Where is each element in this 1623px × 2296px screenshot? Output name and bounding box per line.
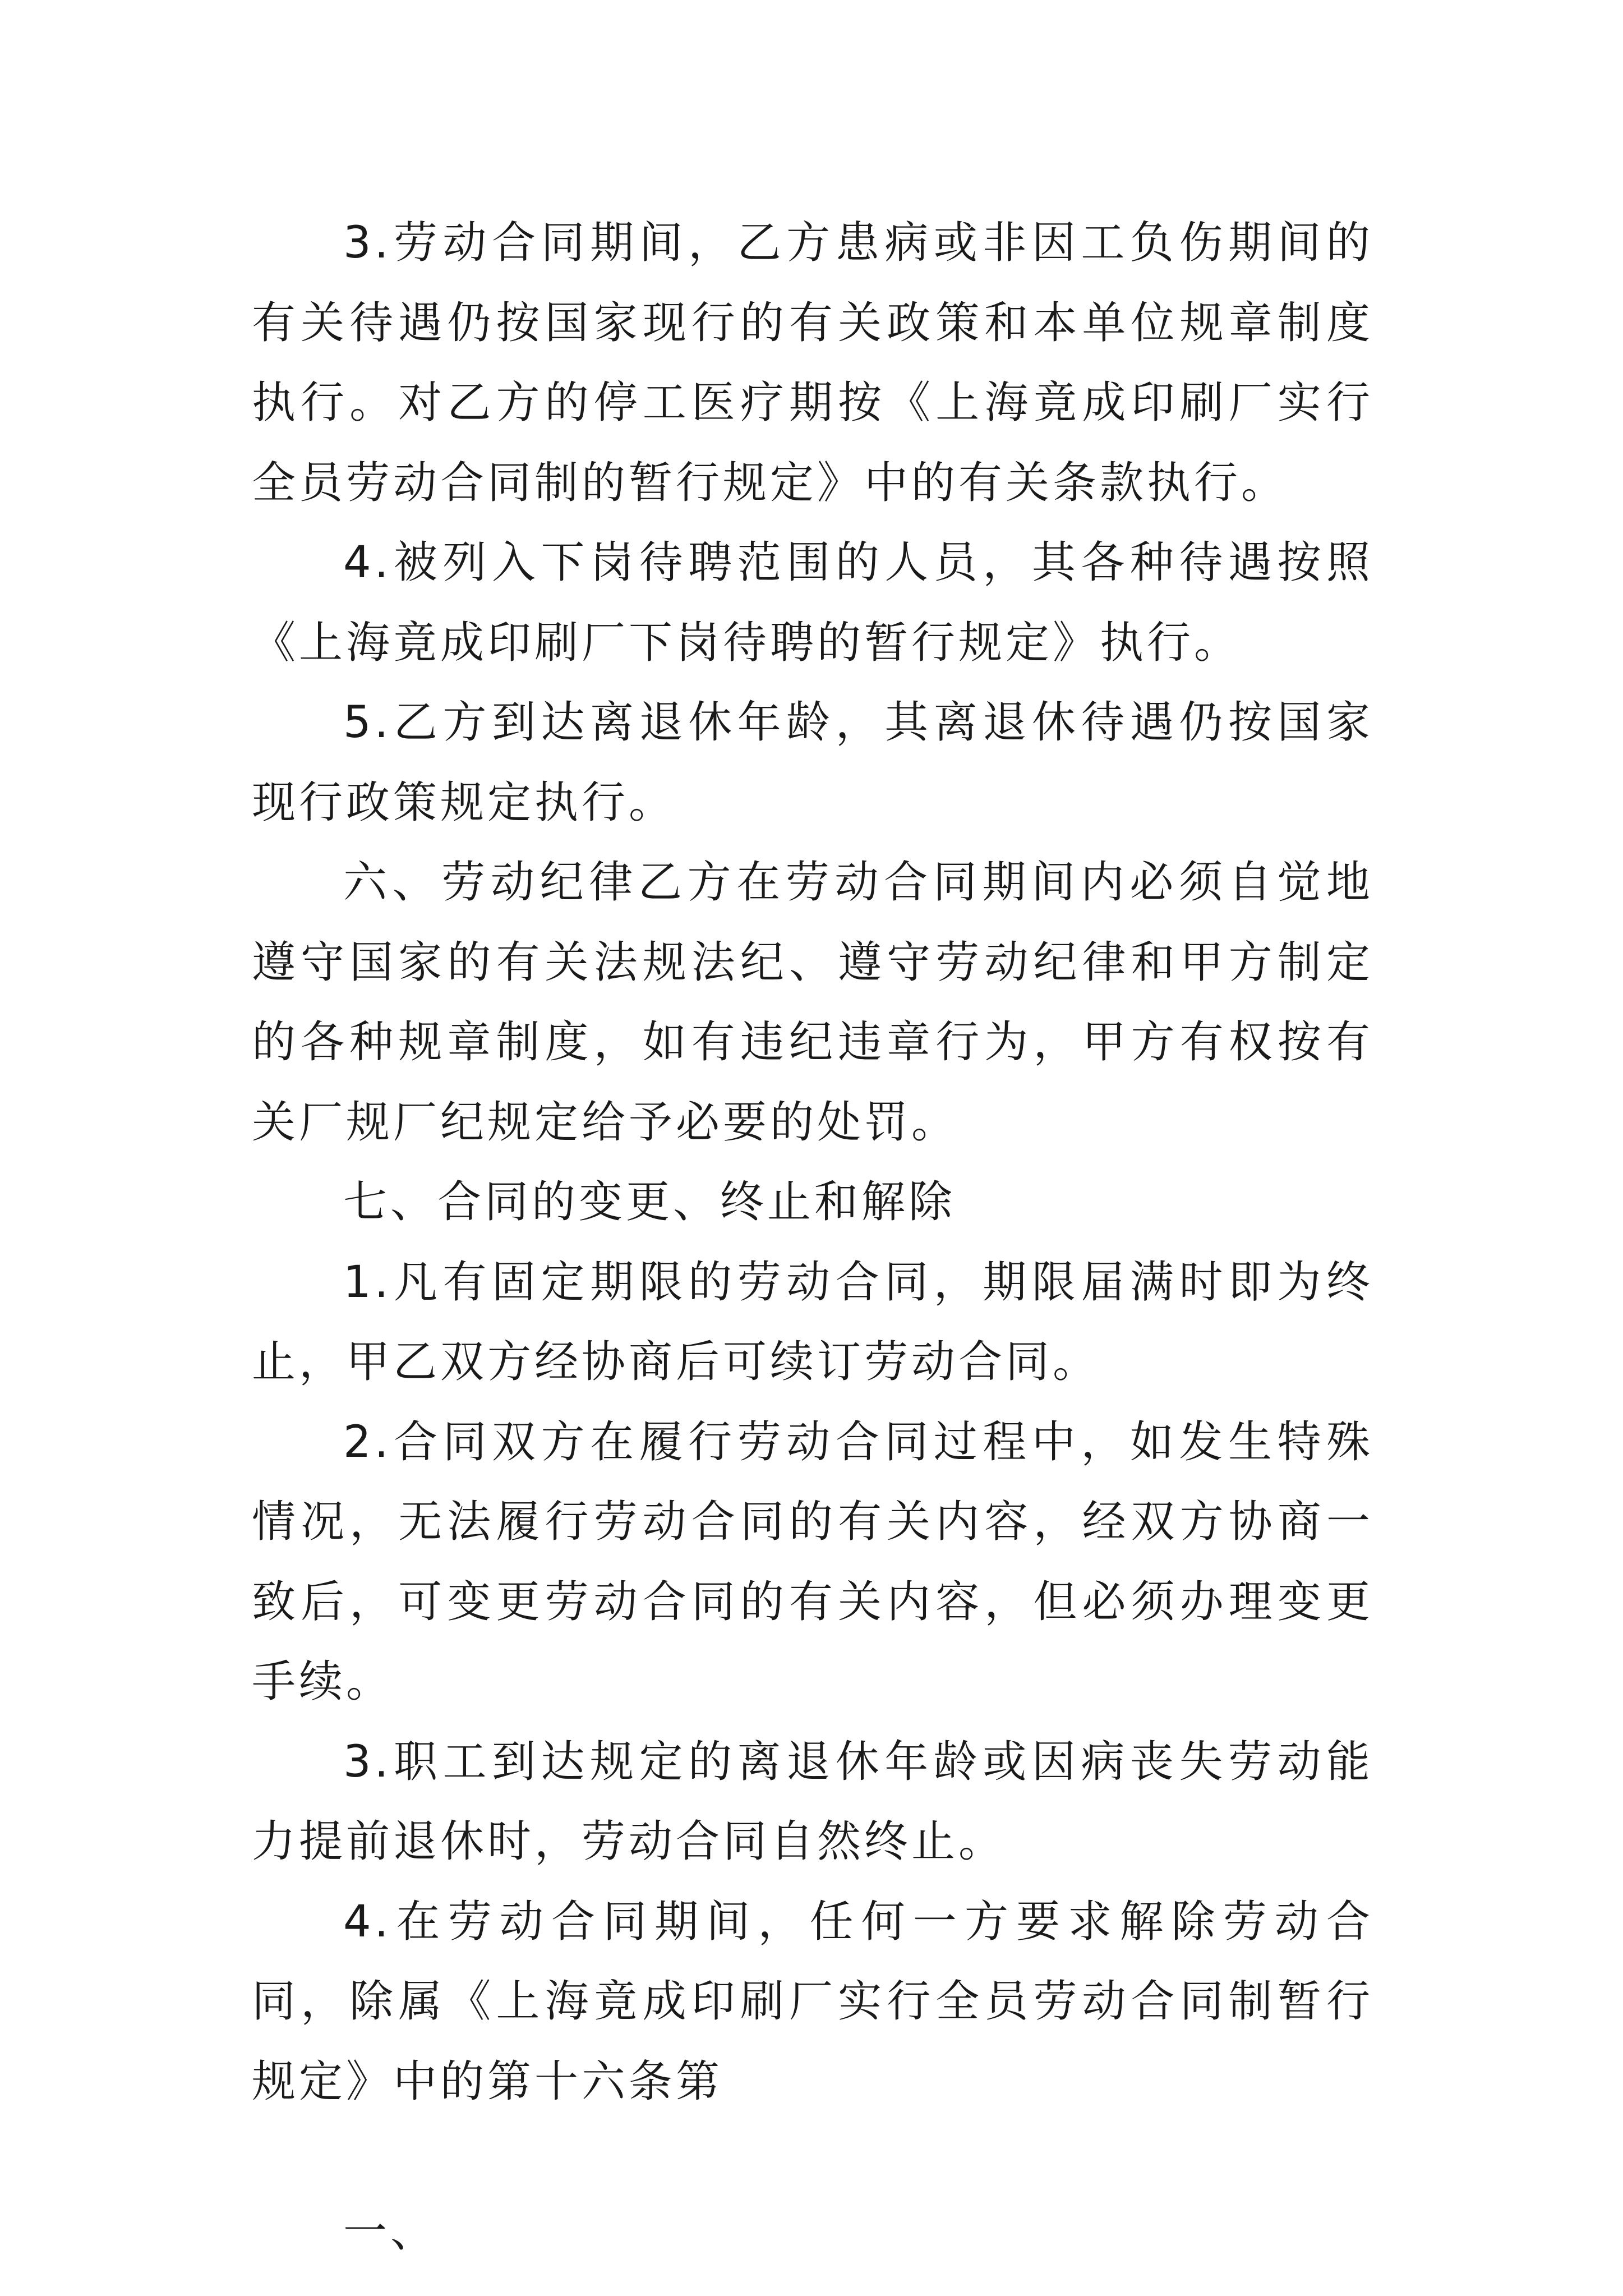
paragraph-retirement-benefits: 5.乙方到达离退休年龄，其离退休待遇仍按国家现行政策规定执行。 — [252, 697, 1373, 828]
paragraph-laid-off-benefits: 4.被列入下岗待聘范围的人员，其各种待遇按照《上海竟成印刷厂下岗待聘的暂行规定》执行。 — [252, 537, 1373, 668]
paragraph-retirement-termination: 3.职工到达规定的离退休年龄或因病丧失劳动能力提前退休时，劳动合同自然终止。 — [252, 1736, 1373, 1867]
paragraph-contract-rescission: 4.在劳动合同期间，任何一方要求解除劳动合同，除属《上海竟成印刷厂实行全员劳动合同制暂行规定》中的第十六条第 — [252, 1896, 1373, 2107]
paragraph-contract-modification: 2.合同双方在履行劳动合同过程中，如发生特殊情况，无法履行劳动合同的有关内容，经双方协商一致后，可变更劳动合同的有关内容，但必须办理变更手续。 — [252, 1416, 1373, 1707]
section-heading-contract-changes: 七、合同的变更、终止和解除 — [343, 1177, 956, 1227]
paragraph-item-one: 一、 — [343, 2206, 438, 2257]
paragraph-fixed-term-expiry: 1.凡有固定期限的劳动合同，期限届满时即为终止，甲乙双方经协商后可续订劳动合同。 — [252, 1257, 1373, 1387]
paragraph-sick-leave-benefits: 3.劳动合同期间，乙方患病或非因工负伤期间的有关待遇仍按国家现行的有关政策和本单位规章制度执行。对乙方的停工医疗期按《上海竟成印刷厂实行全员劳动合同制的暂行规定》中的有关条款执行。 — [252, 218, 1373, 508]
document-body — [252, 203, 1373, 2272]
paragraph-labor-discipline: 六、劳动纪律乙方在劳动合同期间内必须自觉地遵守国家的有关法规法纪、遵守劳动纪律和甲方制定的各种规章制度，如有违纪违章行为，甲方有权按有关厂规厂纪规定给予必要的处罚。 — [252, 857, 1373, 1148]
